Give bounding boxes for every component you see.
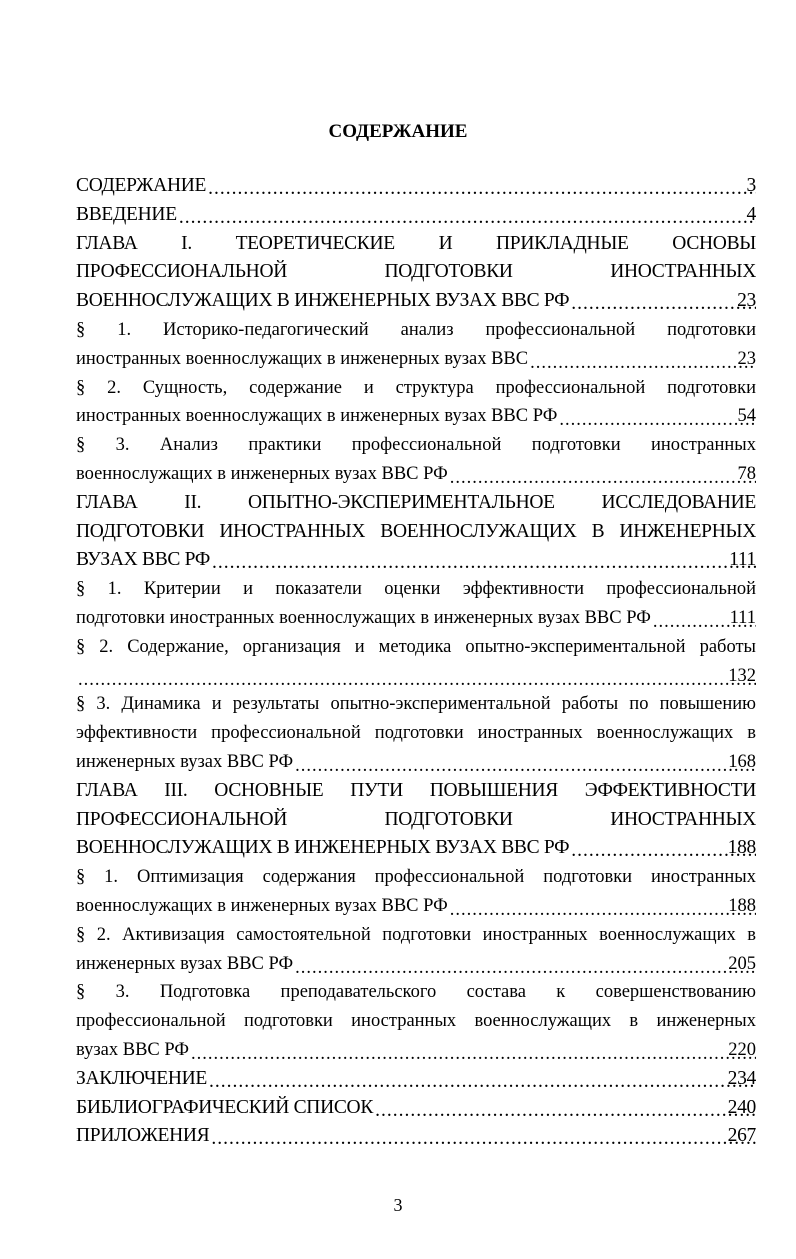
toc-entry-leader-line	[76, 834, 756, 863]
toc-entry-leader-line	[76, 201, 756, 230]
toc-entry-line: § 1. Критерии и показатели оценки эффективности профессиональной	[76, 579, 756, 600]
toc-entry-line: § 2. Содержание, организация и методика опытно-экспериментальной работы	[76, 636, 756, 657]
toc-entry[interactable]	[76, 316, 756, 374]
toc-entry-text: БИБЛИОГРАФИЧЕСКИЙ СПИСОК .....	[76, 1097, 375, 1118]
toc-entry[interactable]	[76, 374, 756, 432]
toc-entry-text	[76, 666, 78, 686]
toc-entry-line: ПОДГОТОВКИ ИНОСТРАННЫХ ВОЕННОСЛУЖАЩИХ В ИНЖЕНЕРНЫХ	[76, 520, 756, 542]
toc-entry-line: ГЛАВА III. ОСНОВНЫЕ ПУТИ ПОВЫШЕНИЯ ЭФФЕКТИВНОСТИ	[76, 779, 756, 801]
toc-entry-leader-line	[76, 345, 756, 374]
toc-entry[interactable]	[76, 690, 756, 776]
toc-entry[interactable]	[76, 777, 756, 863]
toc-entry[interactable]	[76, 489, 756, 575]
toc-entry-leader-line	[76, 172, 756, 201]
page-number: 3	[393, 1195, 403, 1215]
toc-entry-line: § 2. Активизация самостоятельной подготовки иностранных военнослужащих в	[76, 924, 756, 945]
toc-entry[interactable]	[76, 863, 756, 921]
toc-entry-text: военнослужащих в инженерных вузах ВВС РФ .....	[76, 464, 450, 484]
toc-entry-line: ПРОФЕССИОНАЛЬНОЙ ПОДГОТОВКИ ИНОСТРАННЫХ	[76, 261, 756, 283]
toc-entry-line: ПРОФЕССИОНАЛЬНОЙ ПОДГОТОВКИ ИНОСТРАННЫХ	[76, 808, 756, 830]
toc-entry-leader-line	[76, 460, 756, 489]
toc-entry-leader-line	[76, 748, 756, 777]
toc-entry-line: § 3. Динамика и результаты опытно-экспериментальной работы по повышению	[76, 694, 756, 715]
toc-entry-leader-line	[76, 1122, 756, 1151]
toc-entry-line: § 3. Анализ практики профессиональной подготовки иностранных	[76, 435, 756, 456]
page-title: СОДЕРЖАНИЕ	[328, 121, 468, 142]
toc-entry-line: ГЛАВА I. ТЕОРЕТИЧЕСКИЕ И ПРИКЛАДНЫЕ ОСНОВЫ	[76, 232, 756, 254]
toc-entry-line: § 3. Подготовка преподавательского состава к совершенствованию	[76, 982, 756, 1003]
toc-entry[interactable]	[76, 1122, 756, 1151]
toc-entry-text: ЗАКЛЮЧЕНИЕ .....	[76, 1068, 209, 1089]
toc-entry[interactable]	[76, 1094, 756, 1123]
toc-entry-line: § 1. Оптимизация содержания профессиональной подготовки иностранных	[76, 867, 756, 888]
toc-entry-text: инженерных вузах ВВС РФ .....	[76, 954, 295, 974]
toc-entry-leader-line	[76, 1094, 756, 1123]
toc-entry-text: СОДЕРЖАНИЕ .....	[76, 175, 208, 196]
toc-entry-text: ВУЗАХ ВВС РФ .....	[76, 549, 212, 570]
toc-entry-leader-line	[76, 662, 756, 691]
toc-entry-text: иностранных военнослужащих в инженерных вузах ВВС .....	[76, 349, 530, 369]
toc-entry-line: § 1. Историко-педагогический анализ профессиональной подготовки	[76, 319, 756, 340]
toc-entry-text: ВОЕННОСЛУЖАЩИХ В ИНЖЕНЕРНЫХ ВУЗАХ ВВС РФ .....	[76, 837, 571, 858]
toc-entry-text: военнослужащих в инженерных вузах ВВС РФ .....	[76, 896, 450, 916]
toc-entry-text: ВВЕДЕНИЕ .....	[76, 204, 179, 225]
table-of-contents	[76, 172, 756, 1151]
toc-entry[interactable]	[76, 921, 756, 979]
toc-entry-text: вузах ВВС РФ .....	[76, 1040, 191, 1060]
toc-entry-line: профессиональной подготовки иностранных военнослужащих в инженерных	[76, 1011, 756, 1032]
toc-entry-line: § 2. Сущность, содержание и структура профессиональной подготовки	[76, 377, 756, 398]
toc-entry[interactable]	[76, 1065, 756, 1094]
toc-entry-text: подготовки иностранных военнослужащих в инженерных вузах ВВС РФ .....	[76, 608, 653, 628]
toc-entry[interactable]	[76, 230, 756, 316]
toc-entry[interactable]	[76, 633, 756, 691]
toc-entry-text: иностранных военнослужащих в инженерных вузах ВВС РФ .....	[76, 406, 559, 426]
toc-entry-leader-line	[76, 1036, 756, 1065]
toc-entry-leader-line	[76, 950, 756, 979]
toc-entry-text: ВОЕННОСЛУЖАЩИХ В ИНЖЕНЕРНЫХ ВУЗАХ ВВС РФ .....	[76, 290, 571, 311]
toc-entry[interactable]	[76, 575, 756, 633]
toc-entry-leader-line	[76, 287, 756, 316]
toc-entry-leader-line	[76, 546, 756, 575]
toc-entry-text: инженерных вузах ВВС РФ .....	[76, 752, 295, 772]
toc-entry[interactable]	[76, 978, 756, 1064]
toc-entry-leader-line	[76, 1065, 756, 1094]
toc-entry[interactable]	[76, 201, 756, 230]
toc-entry[interactable]	[76, 172, 756, 201]
toc-entry-leader-line	[76, 892, 756, 921]
toc-entry-text: ПРИЛОЖЕНИЯ .....	[76, 1125, 211, 1146]
toc-entry-leader-line	[76, 402, 756, 431]
toc-entry-line: эффективности профессиональной подготовки иностранных военнослужащих в	[76, 723, 756, 744]
toc-entry[interactable]	[76, 431, 756, 489]
toc-entry-leader-line	[76, 604, 756, 633]
toc-entry-line: ГЛАВА II. ОПЫТНО-ЭКСПЕРИМЕНТАЛЬНОЕ ИССЛЕДОВАНИЕ	[76, 491, 756, 513]
